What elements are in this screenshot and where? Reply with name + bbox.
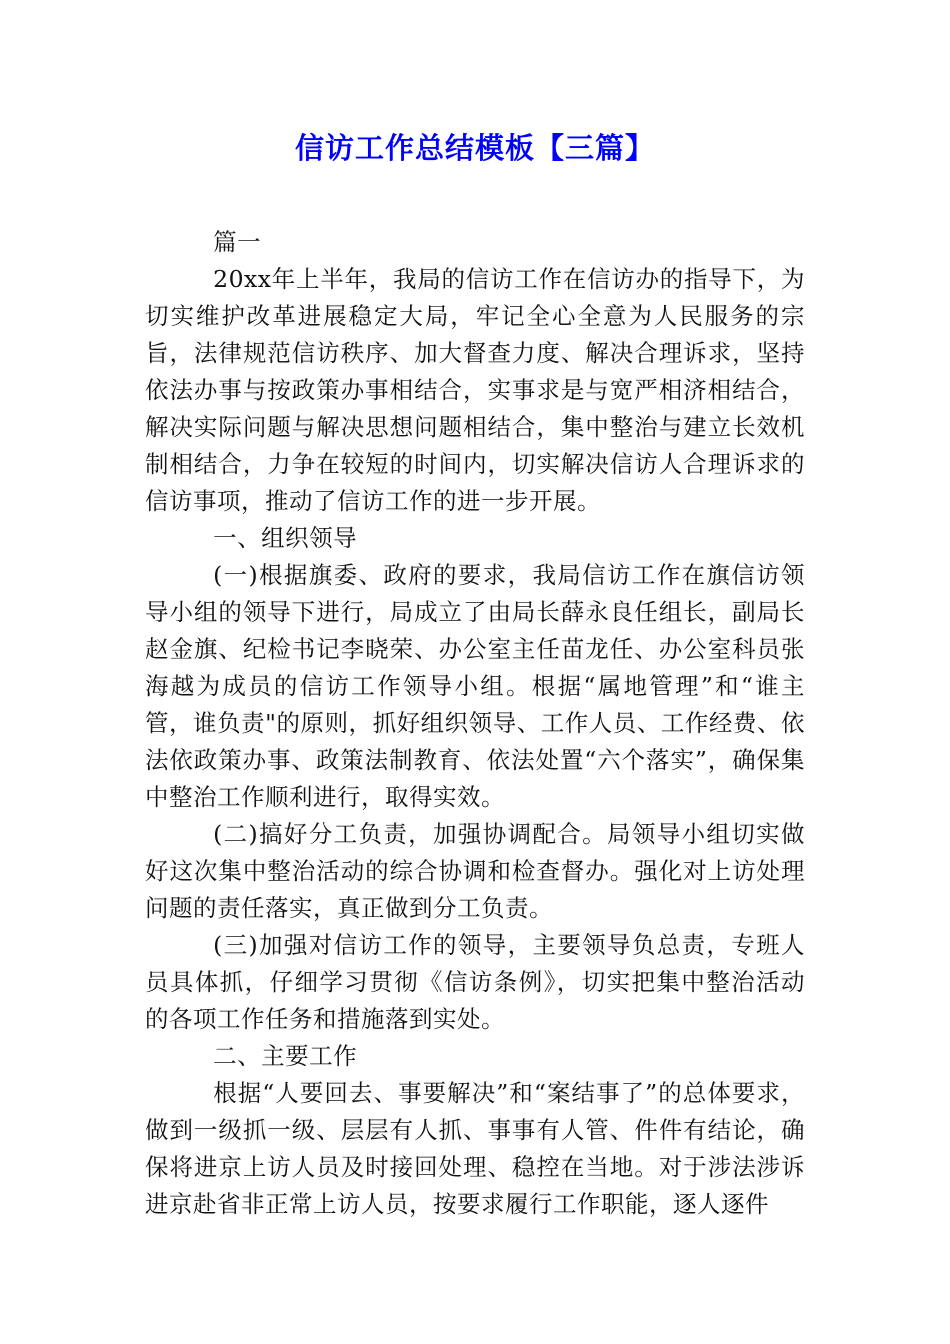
document-body — [145, 224, 805, 1223]
intro-paragraph: 20xx年上半年，我局的信访工作在信访办的指导下，为切实维护改革进展稳定大局，牢记全心全意为人民服务的宗旨，法律规范信访秩序、加大督查力度、解决合理诉求，坚持依法办事与按政策办事相结合，实事求是与宽严相济相结合，解决实际问题与解决思想问题相结合，集中整治与建立长效机制相结合，力争在较短的时间内，切实解决信访人合理诉求的信访事项，推动了信访工作的进一步开展。 — [145, 265, 805, 515]
paragraph-item-3: (三)加强对信访工作的领导，主要领导负总责，专班人员具体抓，仔细学习贯彻《信访条例》，切实把集中整治活动的各项工作任务和措施落到实处。 — [145, 931, 805, 1033]
heading-main-work: 二、主要工作 — [213, 1042, 358, 1070]
section-label-pian-yi: 篇一 — [213, 228, 262, 256]
heading-organization-leadership: 一、组织领导 — [213, 524, 358, 552]
document-title: 信访工作总结模板【三篇】 — [294, 131, 655, 165]
paragraph-item-2: (二)搞好分工负责，加强协调配合。局领导小组切实做好这次集中整治活动的综合协调和检查督办。强化对上访处理问题的责任落实，真正做到分工负责。 — [145, 820, 805, 922]
paragraph-item-1: (一)根据旗委、政府的要求，我局信访工作在旗信访领导小组的领导下进行，局成立了由局长薛永良任组长，副局长赵金旗、纪检书记李晓荣、办公室主任苗龙任、办公室科员张海越为成员的信访工作领导小组。根据“属地管理”和“谁主管，谁负责"的原则，抓好组织领导、工作人员、工作经费、依法依政策办事、政策法制教育、依法处置“六个落实”，确保集中整治工作顺利进行，取得实效。 — [145, 561, 805, 811]
main-work-paragraph: 根据“人要回去、事要解决”和“案结事了”的总体要求，做到一级抓一级、层层有人抓、事事有人管、件件有结论，确保将进京上访人员及时接回处理、稳控在当地。对于涉法涉诉进京赴省非正常上访人员，按要求履行工作职能，逐人逐件 — [145, 1079, 805, 1218]
